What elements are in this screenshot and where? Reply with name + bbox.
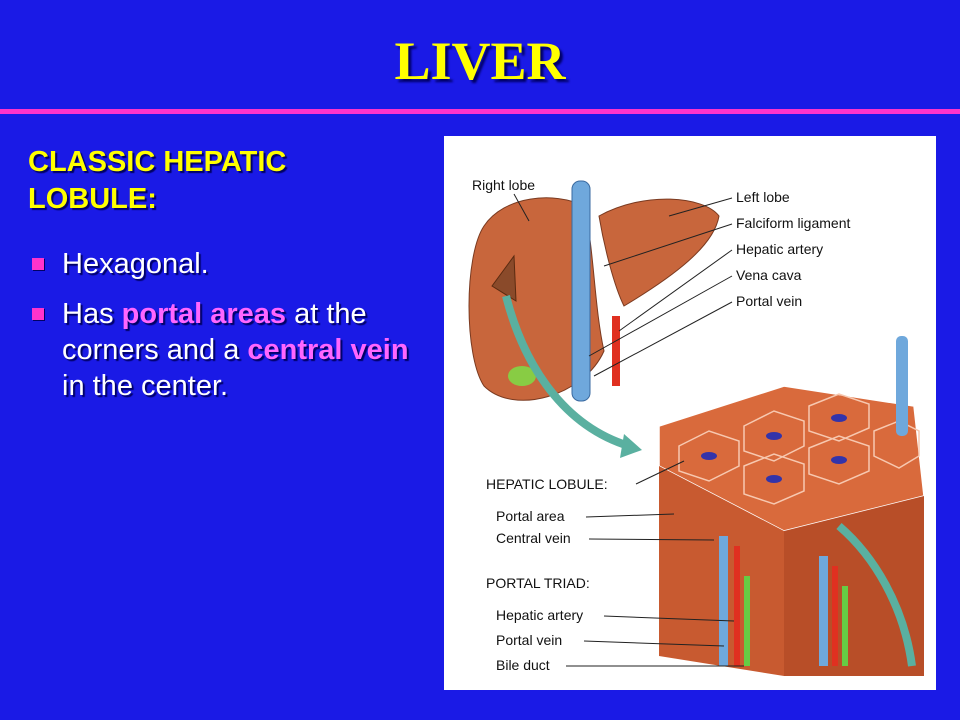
label-left-lobe: Left lobe bbox=[736, 189, 790, 205]
bullet-text: Hexagonal. bbox=[62, 248, 209, 280]
upward-vein bbox=[896, 336, 908, 436]
bullet-list bbox=[28, 246, 418, 418]
label-bile-duct: Bile duct bbox=[496, 657, 550, 673]
liver-anatomy-figure bbox=[444, 136, 936, 690]
label-falciform-ligament: Falciform ligament bbox=[736, 215, 851, 231]
bullet-text-part: in the center. bbox=[62, 370, 229, 402]
label-portal-vein: Portal vein bbox=[736, 293, 803, 309]
magnify-arrow-head bbox=[620, 434, 642, 458]
bullet-item bbox=[28, 246, 418, 282]
bullet-text-part: Has bbox=[62, 298, 122, 330]
section-heading: CLASSIC HEPATIC LOBULE: bbox=[28, 146, 287, 215]
bullet-text-part: at the corners and a bbox=[62, 298, 367, 366]
label-triad-portal-vein: Portal vein bbox=[496, 632, 563, 648]
liver-illustration bbox=[444, 136, 936, 690]
label-vena-cava: Vena cava bbox=[736, 267, 802, 283]
bullet-item bbox=[28, 296, 418, 404]
square-bullet-icon bbox=[32, 308, 44, 320]
label-portal-area: Portal area bbox=[496, 508, 565, 524]
left-lobe-shape bbox=[599, 199, 719, 306]
label-right-lobe: Right lobe bbox=[472, 177, 536, 193]
label-triad-hepatic-artery: Hepatic artery bbox=[496, 607, 584, 623]
slide-title: LIVER bbox=[394, 31, 566, 91]
title-divider bbox=[0, 109, 960, 114]
hepatic-artery-vessel bbox=[612, 316, 620, 386]
highlight-portal-areas: portal areas bbox=[121, 298, 287, 330]
label-hepatic-artery: Hepatic artery bbox=[736, 241, 824, 257]
vena-cava-vessel bbox=[572, 181, 590, 401]
label-portal-triad: PORTAL TRIAD: bbox=[486, 575, 590, 591]
label-hepatic-lobule: HEPATIC LOBULE: bbox=[486, 476, 608, 492]
highlight-central-vein: central vein bbox=[247, 334, 409, 366]
square-bullet-icon bbox=[32, 258, 44, 270]
label-central-vein: Central vein bbox=[496, 530, 571, 546]
